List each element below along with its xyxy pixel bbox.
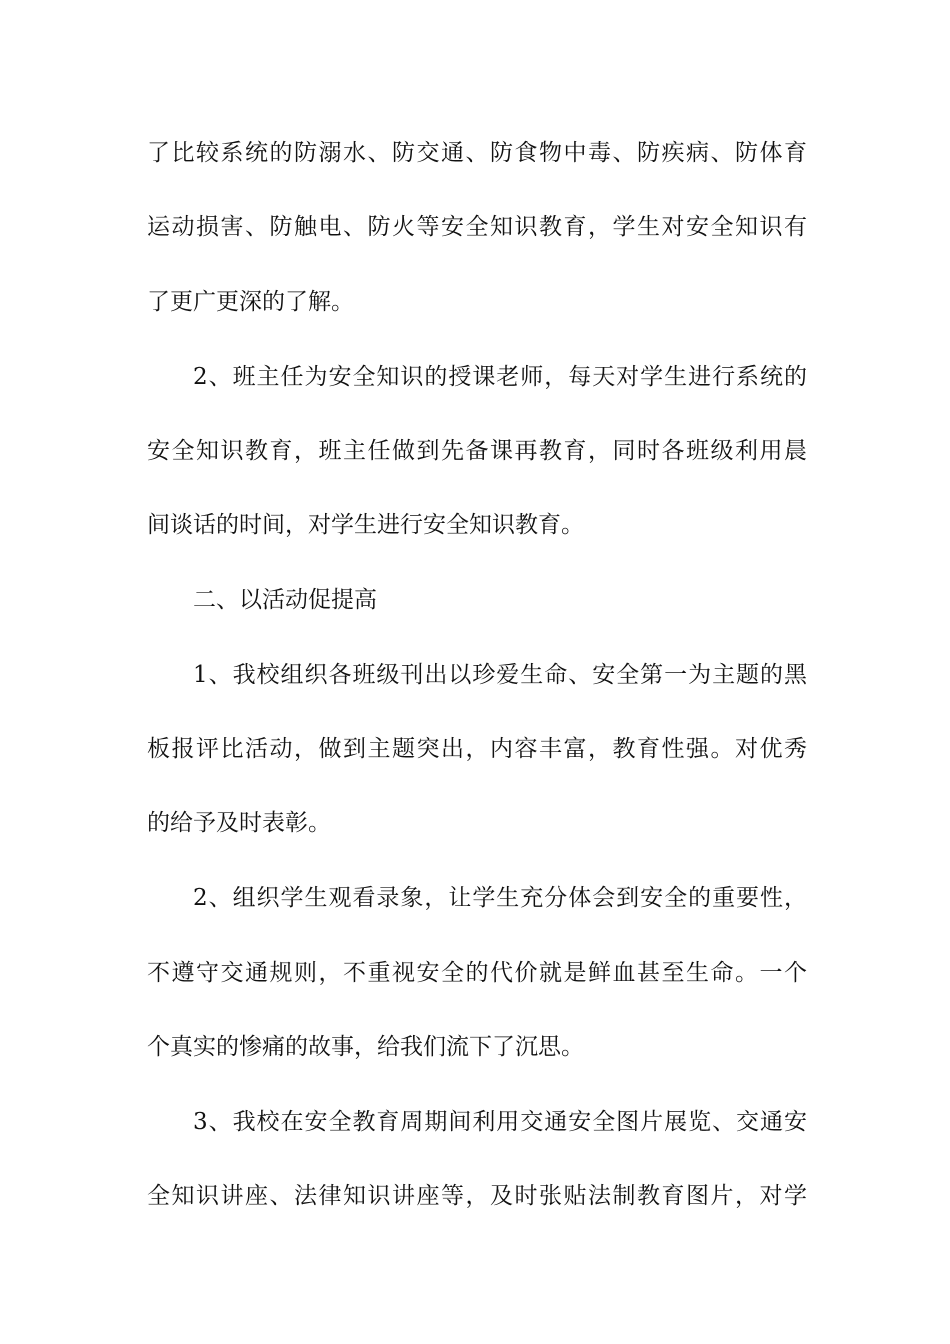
text-line: 3、我校在安全教育周期间利用交通安全图片展览、交通安	[193, 1109, 807, 1135]
text-line: 不遵守交通规则，不重视安全的代价就是鲜血甚至生命。一个	[147, 960, 807, 986]
text-line: 2、班主任为安全知识的授课老师，每天对学生进行系统的	[193, 364, 807, 390]
text-line: 板报评比活动，做到主题突出，内容丰富，教育性强。对优秀	[147, 736, 807, 762]
text-line: 2、组织学生观看录象，让学生充分体会到安全的重要性，	[193, 885, 807, 911]
text-line: 间谈话的时间，对学生进行安全知识教育。	[147, 512, 584, 538]
text-line: 安全知识教育，班主任做到先备课再教育，同时各班级利用晨	[147, 438, 807, 464]
text-line: 了更广更深的了解。	[147, 289, 354, 315]
text-line: 全知识讲座、法律知识讲座等，及时张贴法制教育图片，对学	[147, 1183, 807, 1209]
text-line: 的给予及时表彰。	[147, 810, 331, 836]
text-line: 运动损害、防触电、防火等安全知识教育，学生对安全知识有	[147, 214, 807, 240]
text-line: 个真实的惨痛的故事，给我们流下了沉思。	[147, 1034, 584, 1060]
text-line: 1、我校组织各班级刊出以珍爱生命、安全第一为主题的黑	[193, 662, 807, 688]
section-heading: 二、以活动促提高	[193, 587, 377, 613]
text-line: 了比较系统的防溺水、防交通、防食物中毒、防疾病、防体育	[147, 140, 807, 166]
